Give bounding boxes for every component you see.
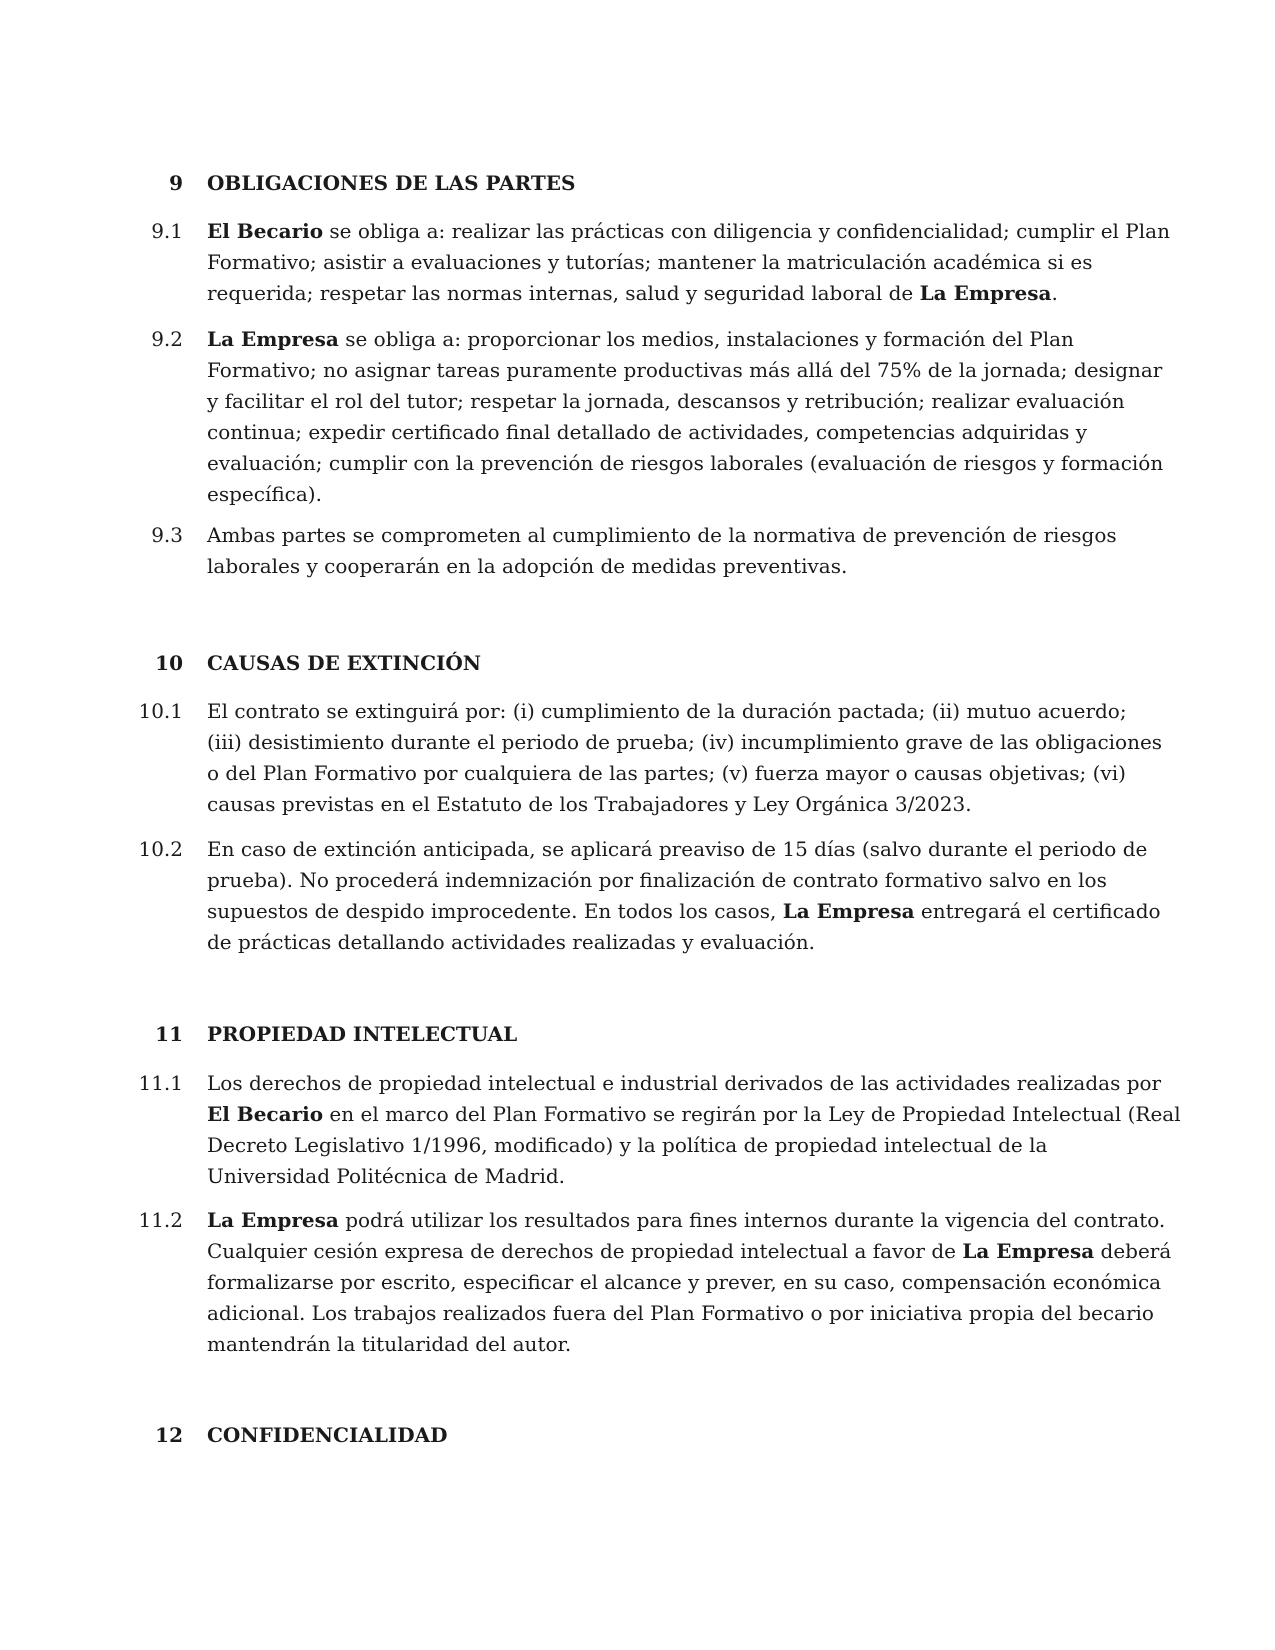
text-run: se obliga a: proporcionar los medios, instalaciones y formación del Plan [338,327,1074,351]
text-run: formalizarse por escrito, especificar el alcance y prever, en su caso, compensación económica [207,1270,1162,1294]
text-run: podrá utilizar los resultados para fines internos durante la vigencia del contrato. [338,1208,1166,1232]
text-run: supuestos de despido improcedente. En todos los casos, [207,899,783,923]
section-number: 10 [155,651,183,675]
text-line [207,1068,1162,1099]
bold-term: La Empresa [782,899,915,923]
text-run: Ambas partes se comprometen al cumplimiento de la normativa de prevención de riesgos [207,523,1117,547]
clause-number: 10.1 [138,699,183,723]
text-run: Los derechos de propiedad intelectual e industrial derivados de las actividades realizadas por [207,1071,1162,1095]
text-line [207,216,1170,247]
section-title: CAUSAS DE EXTINCIÓN [207,651,482,675]
section-number: 12 [155,1423,183,1447]
text-line [207,1130,1132,1161]
clause-number: 9.3 [151,523,183,547]
section-title: OBLIGACIONES DE LAS PARTES [207,171,576,195]
text-line [207,1329,1132,1360]
clause-text [207,1205,1172,1360]
text-run: Formativo; no asignar tareas puramente productivas más allá del 75% de la jornada; designar [207,358,1163,382]
bold-term: La Empresa [207,327,339,351]
clause-text [207,216,1170,309]
text-line [207,834,1148,865]
text-line [207,696,1132,727]
text-run: deberá [1094,1239,1172,1263]
section-heading-11 [0,1019,1275,1049]
text-line [207,1267,1162,1298]
text-line [207,551,1132,582]
clause-number: 11.1 [138,1071,183,1095]
text-run: continua; expedir certificado final detallado de actividades, competencias adquiridas y [207,420,1088,444]
text-run: requerida; respetar las normas internas, salud y seguridad laboral de [207,281,920,305]
section-number: 9 [169,171,183,195]
clause-text [207,324,1164,510]
text-line [207,479,1132,510]
clause-text [207,696,1163,820]
clause-text [207,1068,1181,1192]
text-line [207,278,1132,309]
clause-number: 9.1 [151,219,183,243]
text-line [207,355,1163,386]
bold-term: El Becario [207,219,324,243]
section-heading-12 [0,1420,1275,1450]
text-line [207,417,1132,448]
section-heading-10 [0,648,1275,678]
bold-term: La Empresa [919,281,1052,305]
section-heading-9 [0,168,1275,198]
text-run: En caso de extinción anticipada, se aplicará preaviso de 15 días (salvo durante el periodo de [207,837,1148,861]
text-run: El contrato se extinguirá por: (i) cumplimiento de la duración pactada; (ii) mutuo acuerdo; [207,699,1127,723]
clause-number: 11.2 [138,1208,183,1232]
text-line [207,520,1132,551]
clause-text [207,834,1161,958]
text-run: en el marco del Plan Formativo se regirán por la Ley de Propiedad Intelectual (Real [323,1102,1181,1126]
text-run: se obliga a: realizar las prácticas con diligencia y confidencialidad; cumplir el Plan [323,219,1170,243]
text-run: Formativo; asistir a evaluaciones y tutorías; mantener la matriculación académica si es [207,250,1093,274]
text-run: Decreto Legislativo 1/1996, modificado) y la política de propiedad intelectual de la [207,1133,1048,1157]
text-run: y facilitar el rol del tutor; respetar la jornada, descansos y retribución; realizar evaluación [207,389,1125,413]
text-run: adicional. Los trabajos realizados fuera del Plan Formativo o por iniciativa propia del becario [207,1301,1154,1325]
section-title: PROPIEDAD INTELECTUAL [207,1022,518,1046]
clause-number: 9.2 [151,327,183,351]
text-run: . [1051,281,1058,305]
text-run: prueba). No procederá indemnización por finalización de contrato formativo salvo en los [207,868,1107,892]
text-line [207,386,1132,417]
clause-number: 10.2 [138,837,183,861]
text-line [207,758,1132,789]
bold-term: La Empresa [962,1239,1095,1263]
text-line [207,727,1163,758]
text-run: entregará el certificado [914,899,1161,923]
text-line [207,789,1132,820]
text-run: específica). [207,482,322,506]
text-run: mantendrán la titularidad del autor. [207,1332,572,1356]
text-run: de prácticas detallando actividades realizadas y evaluación. [207,930,816,954]
text-run: evaluación; cumplir con la prevención de riesgos laborales (evaluación de riesgos y formación [207,451,1164,475]
text-line [207,1298,1154,1329]
text-line [207,865,1132,896]
text-line [207,1236,1172,1267]
text-line [207,927,1132,958]
text-line [207,448,1164,479]
text-line [207,247,1132,278]
text-run: Cualquier cesión expresa de derechos de propiedad intelectual a favor de [207,1239,963,1263]
text-run: causas previstas en el Estatuto de los Trabajadores y Ley Orgánica 3/2023. [207,792,972,816]
clause-text [207,520,1132,582]
section-number: 11 [155,1022,183,1046]
text-line [207,1161,1132,1192]
text-run: (iii) desistimiento durante el periodo de prueba; (iv) incumplimiento grave de las obligaciones [207,730,1163,754]
text-line [207,1205,1166,1236]
text-line [207,1099,1181,1130]
bold-term: El Becario [207,1102,324,1126]
text-run: o del Plan Formativo por cualquiera de las partes; (v) fuerza mayor o causas objetivas; (vi) [207,761,1126,785]
text-run: laborales y cooperarán en la adopción de medidas preventivas. [207,554,848,578]
text-run: Universidad Politécnica de Madrid. [207,1164,566,1188]
text-line [207,896,1161,927]
text-line [207,324,1132,355]
bold-term: La Empresa [207,1208,339,1232]
section-title: CONFIDENCIALIDAD [207,1423,448,1447]
